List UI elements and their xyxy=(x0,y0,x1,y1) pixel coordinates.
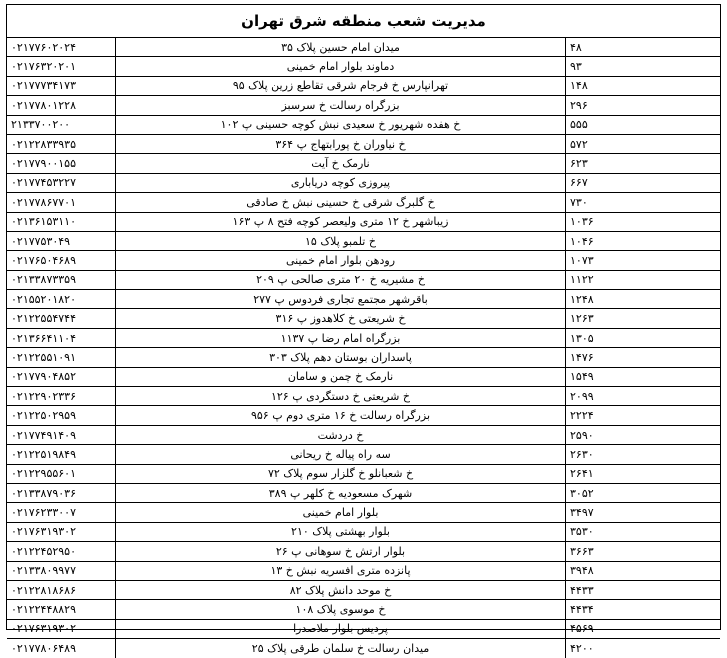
branch-code-cell: ۴۸ xyxy=(566,38,721,57)
address-cell: خ موحد دانش پلاک ۸۲ xyxy=(116,580,566,599)
branch-code-cell: ۱۴۸ xyxy=(566,76,721,95)
phone-cell: ۰۲۱۲۲۹۵۵۶۰۱ xyxy=(7,464,116,483)
address-cell: سه راه پیاله خ ریحانی xyxy=(116,445,566,464)
phone-cell: ۰۲۱۲۲۵۵۴۷۴۴ xyxy=(7,309,116,328)
phone-cell: ۰۲۱۲۲۴۴۸۸۲۹ xyxy=(7,600,116,619)
phone-cell: ۰۲۱۲۲۴۵۲۹۵۰ xyxy=(7,542,116,561)
table-row xyxy=(7,580,720,599)
phone-cell: ۰۲۱۷۷۶۰۲۰۲۴ xyxy=(7,38,116,57)
address-cell: بزرگراه امام رضا پ ۱۱۳۷ xyxy=(116,328,566,347)
table-row xyxy=(7,193,720,212)
address-cell: خ شریعتی خ کلاهدوز پ ۳۱۶ xyxy=(116,309,566,328)
phone-cell: ۰۲۱۳۶۶۴۱۱۰۴ xyxy=(7,328,116,347)
table-row xyxy=(7,328,720,347)
phone-cell: ۰۲۱۳۳۸۰۹۹۷۷ xyxy=(7,561,116,580)
phone-cell: ۰۲۱۳۳۸۷۳۳۵۹ xyxy=(7,270,116,289)
branch-code-cell: ۶۲۳ xyxy=(566,154,721,173)
branch-code-cell: ۲۶۴۱ xyxy=(566,464,721,483)
phone-cell: ۰۲۱۷۷۸۶۷۷۰۱ xyxy=(7,193,116,212)
branch-code-cell: ۱۴۷۶ xyxy=(566,348,721,367)
table-row xyxy=(7,367,720,386)
table-row xyxy=(7,503,720,522)
address-cell: خ هفده شهریور خ سعیدی نبش کوچه حسینی پ ۱۰۲ xyxy=(116,115,566,134)
address-cell: بلوار بهشتی پلاک ۲۱۰ xyxy=(116,522,566,541)
table-row xyxy=(7,464,720,483)
phone-cell: ۰۲۱۷۷۵۳۰۴۹ xyxy=(7,231,116,250)
table-row xyxy=(7,96,720,115)
branch-code-cell: ۳۵۳۰ xyxy=(566,522,721,541)
phone-cell: ۰۲۱۷۷۴۹۱۴۰۹ xyxy=(7,425,116,444)
table-row xyxy=(7,561,720,580)
table-row xyxy=(7,212,720,231)
phone-cell: ۰۲۱۲۲۵۱۹۸۴۹ xyxy=(7,445,116,464)
address-cell: پاسداران بوستان دهم پلاک ۳۰۳ xyxy=(116,348,566,367)
address-cell: شهرک مسعودیه خ کلهر پ ۳۸۹ xyxy=(116,483,566,502)
branch-code-cell: ۱۵۴۹ xyxy=(566,367,721,386)
table-row xyxy=(7,76,720,95)
address-cell: رودهن بلوار امام خمینی xyxy=(116,251,566,270)
phone-cell: ۰۲۱۷۶۳۲۰۲۰۱ xyxy=(7,57,116,76)
address-cell: خ شعبانلو خ گلزار سوم پلاک ۷۲ xyxy=(116,464,566,483)
address-cell: خ نیاوران خ پورابتهاج پ ۳۶۴ xyxy=(116,134,566,153)
phone-cell: ۰۲۱۷۶۳۱۹۳۰۲ xyxy=(7,522,116,541)
table-row xyxy=(7,231,720,250)
address-cell: زیباشهر خ ۱۲ متری ولیعصر کوچه فتح ۸ پ ۱۶۳ xyxy=(116,212,566,231)
branch-code-cell: ۲۰۹۹ xyxy=(566,387,721,406)
sheet-title: مدیریت شعب منطقه شرق تهران xyxy=(7,5,720,38)
branch-code-cell: ۴۲۰۰ xyxy=(570,641,594,655)
phone-cell: ۰۲۱۲۲۹۰۲۳۳۶ xyxy=(7,387,116,406)
branch-list-sheet xyxy=(6,4,721,655)
branch-code-cell: ۲۹۶ xyxy=(566,96,721,115)
branch-code-cell: ۱۰۴۶ xyxy=(566,231,721,250)
table-row xyxy=(7,483,720,502)
branch-code-cell: ۱۳۰۵ xyxy=(566,328,721,347)
phone-cell: ۰۲۱۲۲۸۱۸۶۸۶ xyxy=(7,580,116,599)
table-row xyxy=(7,173,720,192)
address-cell: بلوار امام خمینی xyxy=(116,503,566,522)
branch-code-cell: ۳۴۹۷ xyxy=(566,503,721,522)
phone-cell: ۰۲۱۷۷۹۰۴۸۵۲ xyxy=(7,367,116,386)
phone-cell: ۰۲۱۳۳۸۷۹۰۳۶ xyxy=(7,483,116,502)
address-cell: خ تلمبو پلاک ۱۵ xyxy=(116,231,566,250)
branch-code-cell: ۱۱۲۲ xyxy=(566,270,721,289)
branch-code-cell: ۲۵۹۰ xyxy=(566,425,721,444)
phone-cell: ۰۲۱۷۷۸۰۱۲۲۸ xyxy=(7,96,116,115)
address-cell: بزرگراه رسالت خ ۱۶ متری دوم پ ۹۵۶ xyxy=(116,406,566,425)
address-cell: میدان امام حسین پلاک ۳۵ xyxy=(116,38,566,57)
phone-cell: ۰۲۱۷۶۲۳۳۰۰۷ xyxy=(7,503,116,522)
table-row xyxy=(7,251,720,270)
address-cell: پردیس بلوار ملاصدرا xyxy=(116,619,566,638)
table-row xyxy=(7,57,720,76)
table-row xyxy=(7,309,720,328)
phone-cell: ۰۲۱۳۶۱۵۳۱۱۰ xyxy=(7,212,116,231)
branch-table xyxy=(7,38,720,658)
branch-code-cell: ۴۴۳۳ xyxy=(566,580,721,599)
address-cell: نارمک خ چمن و سامان xyxy=(116,367,566,386)
address-cell: دماوند بلوار امام خمینی xyxy=(116,57,566,76)
branch-code-cell: ۲۲۲۴ xyxy=(566,406,721,425)
address-cell: نارمک خ آیت xyxy=(116,154,566,173)
table-row xyxy=(7,522,720,541)
branch-code-cell: ۳۶۶۳ xyxy=(566,542,721,561)
branch-code-cell: ۱۰۳۶ xyxy=(566,212,721,231)
branch-code-cell: ۹۳ xyxy=(566,57,721,76)
phone-cell: ۰۲۱۷۷۷۳۴۱۷۳ xyxy=(7,76,116,95)
table-row xyxy=(7,639,720,658)
table-row xyxy=(7,406,720,425)
phone-cell: ۰۲۱۲۲۵۰۲۹۵۹ xyxy=(7,406,116,425)
branch-code-cell: ۴۵۶۹ xyxy=(566,619,721,638)
branch-code-cell: ۵۵۵ xyxy=(566,115,721,134)
address-cell: باقرشهر مجتمع تجاری فردوس پ ۲۷۷ xyxy=(116,290,566,309)
table-row xyxy=(7,154,720,173)
branch-code-cell: ۱۲۴۸ xyxy=(566,290,721,309)
address-cell: تهرانپارس خ فرجام شرقی تقاطع زرین پلاک ۹۵ xyxy=(116,76,566,95)
phone-cell: ۰۲۱۷۷۴۵۳۲۲۷ xyxy=(7,173,116,192)
table-row xyxy=(7,425,720,444)
table-row xyxy=(7,600,720,619)
branch-code-cell: ۳۰۵۲ xyxy=(566,483,721,502)
branch-code-cell: ۵۷۲ xyxy=(566,134,721,153)
table-row xyxy=(7,445,720,464)
address-cell: میدان رسالت خ سلمان طرقی پلاک ۲۵ xyxy=(116,639,566,658)
table-row xyxy=(7,387,720,406)
table-row xyxy=(7,348,720,367)
address-cell: خ مشیریه خ ۲۰ متری صالحی پ ۲۰۹ xyxy=(116,270,566,289)
table-row xyxy=(7,542,720,561)
address-cell: بلوار ارتش خ سوهانی پ ۲۶ xyxy=(116,542,566,561)
branch-code-cell: ۲۶۳۰ xyxy=(566,445,721,464)
branch-code-cell: ۴۴۳۴ xyxy=(566,600,721,619)
phone-cell: ۰۲۱۷۶۵۰۴۶۸۹ xyxy=(7,251,116,270)
phone-cell: ۰۲۱۲۲۸۳۳۹۳۵ xyxy=(7,134,116,153)
phone-cell: ۰۲۱۲۲۵۵۱۰۹۱ xyxy=(7,348,116,367)
address-cell: پیروزی کوچه دریاباری xyxy=(116,173,566,192)
phone-cell: ۰۲۱۷۷۹۰۰۱۵۵ xyxy=(7,154,116,173)
address-cell: خ دردشت xyxy=(116,425,566,444)
phone-cell: ۰۲۱۷۷۸۰۶۴۸۹ xyxy=(7,639,116,658)
address-cell: خ موسوی پلاک ۱۰۸ xyxy=(116,600,566,619)
table-row xyxy=(7,134,720,153)
address-cell: بزرگراه رسالت خ سرسبز xyxy=(116,96,566,115)
branch-table-body xyxy=(7,38,720,658)
phone-cell: ۰۲۱۷۶۳۱۹۳۰۲ xyxy=(7,619,116,638)
phone-cell: ۰۲۱۵۵۲۰۱۸۲۰ xyxy=(7,290,116,309)
table-row xyxy=(7,270,720,289)
branch-code-cell: ۶۶۷ xyxy=(566,173,721,192)
table-row xyxy=(7,290,720,309)
phone-cell: ۲۱۳۳۷۰۰۲۰۰ xyxy=(7,115,116,134)
table-row xyxy=(7,38,720,57)
address-cell: خ گلبرگ شرقی خ حسینی نبش خ صادقی xyxy=(116,193,566,212)
address-cell: خ شریعتی خ دستگردی پ ۱۲۶ xyxy=(116,387,566,406)
branch-code-cell: ۷۳۰ xyxy=(566,193,721,212)
address-cell: پانزده متری افسریه نبش خ ۱۳ xyxy=(116,561,566,580)
branch-code-cell: ۳۹۴۸ xyxy=(566,561,721,580)
table-row xyxy=(7,115,720,134)
branch-code-cell: ۱۰۷۳ xyxy=(566,251,721,270)
branch-code-cell: ۱۲۶۳ xyxy=(566,309,721,328)
